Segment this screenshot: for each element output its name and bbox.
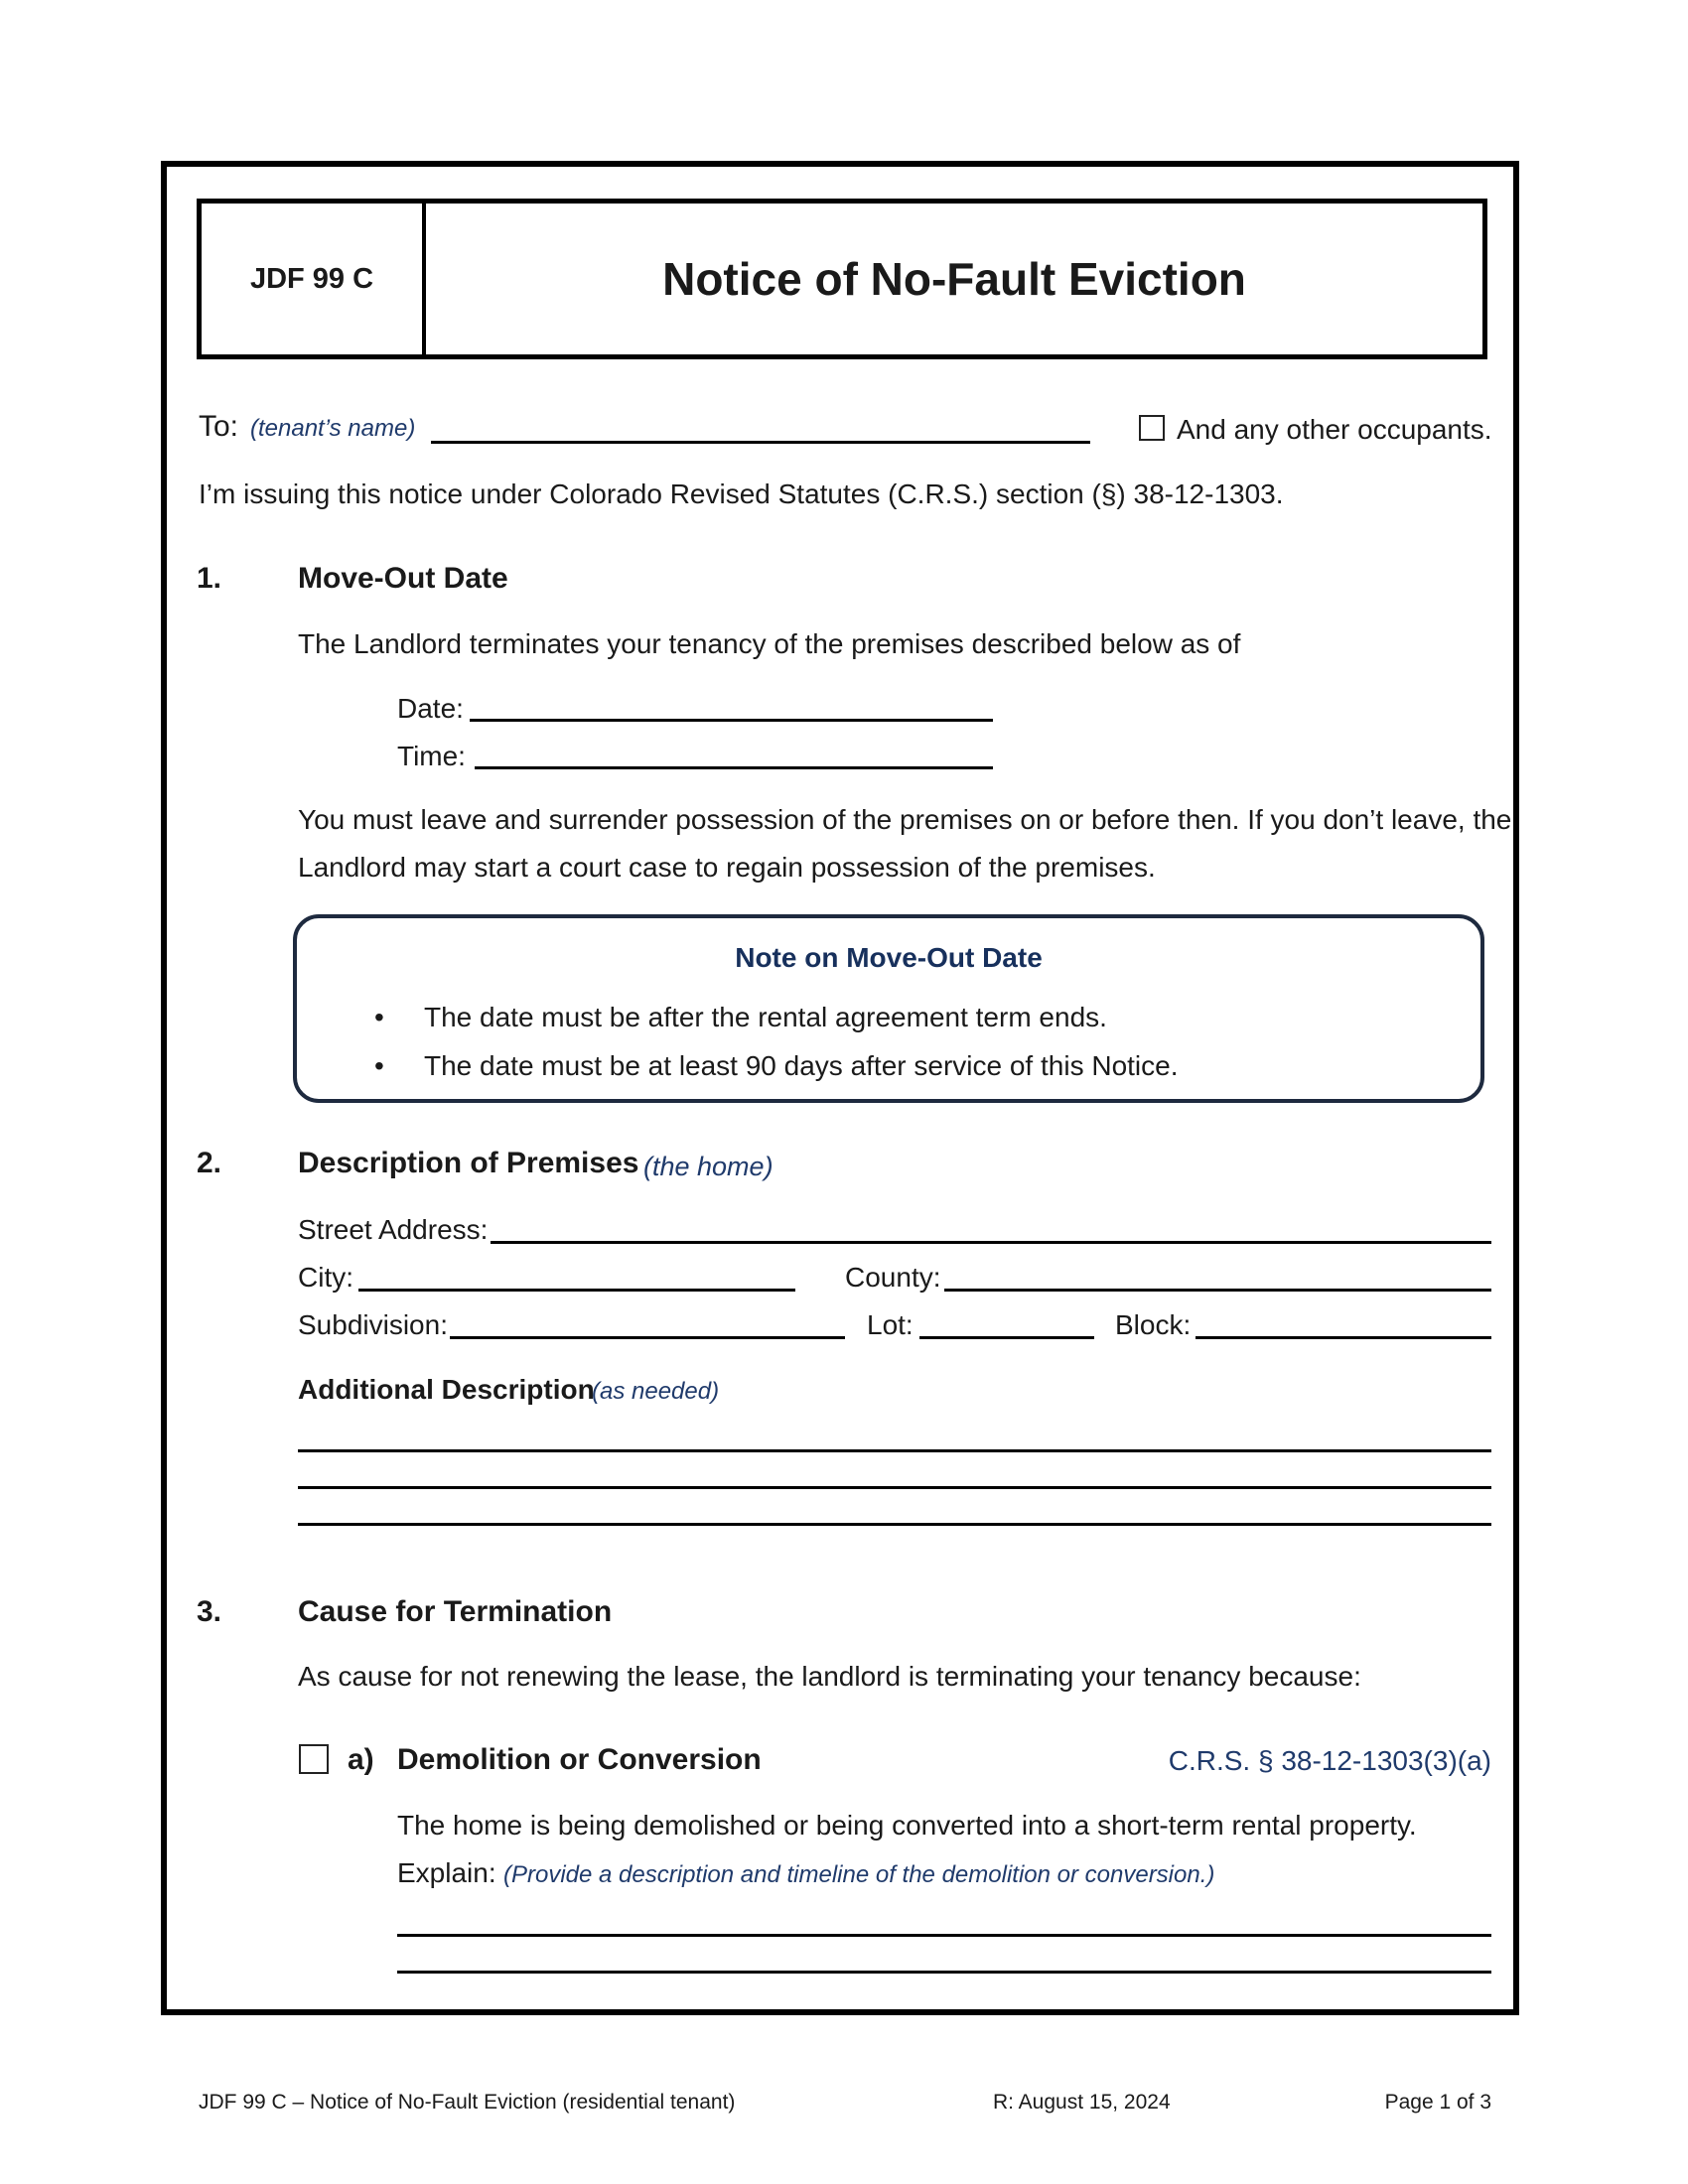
other-occupants-checkbox[interactable]: [1139, 415, 1165, 441]
section-1-title: Move-Out Date: [298, 562, 508, 595]
subdivision-field[interactable]: [450, 1336, 845, 1339]
section-3-title: Cause for Termination: [298, 1595, 613, 1628]
option-a-citation: C.R.S. § 38-12-1303(3)(a): [1168, 1745, 1491, 1776]
section-3-number: 3.: [197, 1595, 222, 1628]
section-3-text: As cause for not renewing the lease, the landlord is terminating your tenancy because:: [298, 1661, 1361, 1692]
subdivision-label: Subdivision:: [298, 1309, 448, 1340]
note-title: Note on Move-Out Date: [735, 942, 1043, 973]
section-1-para-line-2: Landlord may start a court case to regain possession of the premises.: [298, 852, 1156, 883]
bullet-icon: •: [374, 1050, 384, 1081]
additional-description-line-1[interactable]: [298, 1449, 1491, 1452]
footer-page-number: Page 1 of 3: [1384, 2091, 1491, 2114]
option-a-text: The home is being demolished or being converted into a short-term rental property.: [397, 1810, 1417, 1841]
date-label: Date:: [397, 693, 464, 724]
explain-hint: (Provide a description and timeline of the demolition or conversion.): [503, 1861, 1215, 1888]
form-header: [197, 199, 1487, 359]
section-1-text: The Landlord terminates your tenancy of the premises described below as of: [298, 628, 1241, 659]
intro-text: I’m issuing this notice under Colorado Revised Statutes (C.R.S.) section (§) 38-12-1303.: [199, 478, 1284, 509]
section-2-title: Description of Premises: [298, 1147, 639, 1179]
additional-description-line-3[interactable]: [298, 1523, 1491, 1526]
demolition-conversion-checkbox[interactable]: [299, 1744, 329, 1774]
time-label: Time:: [397, 741, 466, 771]
bullet-icon: •: [374, 1002, 384, 1032]
to-label: To:: [199, 410, 239, 443]
other-occupants-label: And any other occupants.: [1177, 414, 1492, 445]
section-1-para-line-1: You must leave and surrender possession of the premises on or before then. If you don’t leave, the: [298, 804, 1512, 835]
block-field[interactable]: [1196, 1336, 1491, 1339]
note-bullet-1: The date must be after the rental agreement term ends.: [424, 1002, 1107, 1032]
street-address-field[interactable]: [491, 1241, 1491, 1244]
lot-label: Lot:: [867, 1309, 914, 1340]
lot-field[interactable]: [919, 1336, 1094, 1339]
move-out-time-field[interactable]: [475, 766, 993, 769]
additional-description-title: Additional Description: [298, 1374, 595, 1405]
option-a-title: Demolition or Conversion: [397, 1743, 762, 1776]
county-label: County:: [845, 1262, 941, 1293]
county-field[interactable]: [944, 1289, 1491, 1292]
form-id: JDF 99 C: [249, 262, 374, 295]
tenant-name-hint: (tenant’s name): [250, 415, 416, 442]
move-out-date-field[interactable]: [470, 719, 993, 722]
street-address-label: Street Address:: [298, 1214, 489, 1245]
city-field[interactable]: [358, 1289, 795, 1292]
footer-form-name: JDF 99 C – Notice of No-Fault Eviction (residential tenant): [199, 2091, 736, 2114]
explain-label: Explain:: [397, 1857, 496, 1888]
footer-revision-date: R: August 15, 2024: [993, 2091, 1171, 2114]
option-a-letter: a): [348, 1743, 374, 1776]
additional-description-hint: (as needed): [592, 1378, 720, 1405]
explain-line-2[interactable]: [397, 1971, 1491, 1974]
block-label: Block:: [1115, 1309, 1192, 1340]
city-label: City:: [298, 1262, 353, 1293]
section-2-number: 2.: [197, 1147, 222, 1179]
form-title: Notice of No-Fault Eviction: [662, 253, 1246, 305]
section-2-title-hint: (the home): [643, 1152, 774, 1181]
tenant-name-field[interactable]: [431, 441, 1090, 444]
explain-line-1[interactable]: [397, 1934, 1491, 1937]
move-out-note-box: [293, 914, 1484, 1103]
section-1-number: 1.: [197, 562, 222, 595]
note-bullet-2: The date must be at least 90 days after service of this Notice.: [424, 1050, 1179, 1081]
additional-description-line-2[interactable]: [298, 1486, 1491, 1489]
